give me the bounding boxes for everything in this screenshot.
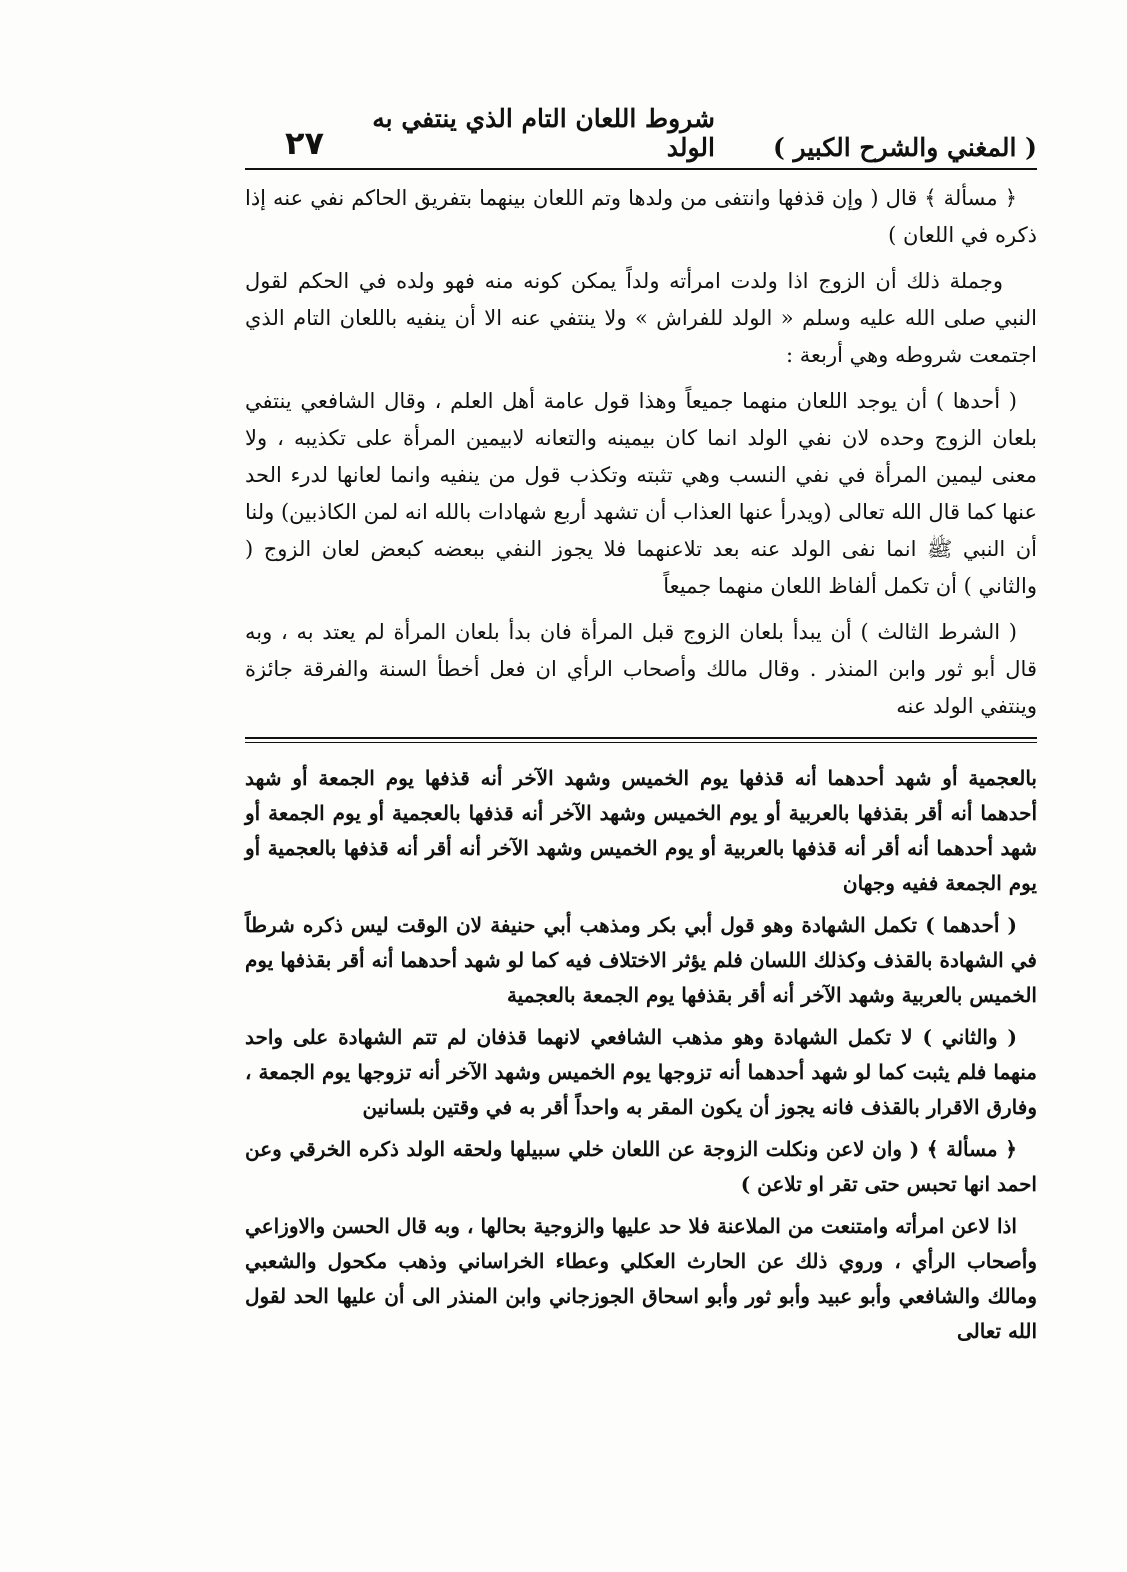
footnote-separator (245, 735, 1037, 747)
footnote-text (245, 761, 1037, 1349)
main-text (245, 180, 1037, 725)
footnote-paragraph: ﴿ مسألة ﴾ ( وان لاعن ونكلت الزوجة عن اللعان خلي سبيلها ولحقه الولد ذكره الخرقي وعن احمد انها تحبس حتى تقر او تلاعن ) (245, 1137, 1037, 1196)
text-paragraph: وجملة ذلك أن الزوج اذا ولدت امرأته ولداً يمكن كونه منه فهو ولده في الحكم لقول النبي صلى الله عليه وسلم « الولد للفراش » ولا ينتفي عنه الا أن ينفيه باللعان التام الذي اجتمعت شروطه وهي أربعة : (245, 269, 1037, 367)
page-header (245, 104, 1037, 170)
text-paragraph: ( أحدها ) أن يوجد اللعان منهما جميعاً وهذا قول عامة أهل العلم ، وقال الشافعي ينتفي بلعان الزوج وحده لان نفي الولد انما كان بيمينه والتعانه لابيمين المرأة على تكذيبه ، ولا معنى ليمين المرأة في نفي النسب وهي تثبته وتكذب قول من ينفيه وانما لعانها لدرء الحد عنها كما قال الله تعالى (ويدرأ عنها العذاب أن تشهد أربع شهادات بالله انه لمن الكاذبين) ولنا أن النبي ﷺ انما نفى الولد عنه بعد تلاعنهما فلا يجوز النفي ببعضه كبعض لعان الزوج ( والثاني ) أن تكمل ألفاظ اللعان منهما جميعاً (245, 389, 1037, 598)
issue-paragraph: ﴿ مسألة ﴾ قال ( وإن قذفها وانتفى من ولدها وتم اللعان بينهما بتفريق الحاكم نفي عنه إذا ذكره في اللعان ) (245, 186, 1037, 247)
footnote-paragraph: اذا لاعن امرأته وامتنعت من الملاعنة فلا حد عليها والزوجية بحالها ، وبه قال الحسن والاوزاعي وأصحاب الرأي ، وروي ذلك عن الحارث العكلي وعطاء الخراساني وذهب مكحول والشعبي ومالك والشافعي وأبو عبيد وأبو ثور وأبو اسحاق الجوزجاني وابن المنذر الى أن عليها الحد لقول الله تعالى (245, 1214, 1037, 1343)
book-title: ( المغني والشرح الكبير ) (772, 133, 1037, 162)
page-number: ٢٧ (285, 124, 325, 162)
footnote-paragraph: ( والثاني ) لا تكمل الشهادة وهو مذهب الشافعي لانهما قذفان لم تتم الشهادة على واحد منهما فلم يثبت كما لو شهد أحدهما أنه تزوجها يوم الخميس وشهد الآخر أنه تزوجها يوم الجمعة ، وفارق الاقرار بالقذف فانه يجوز أن يكون المقر به واحداً أقر به في وقتين بلسانين (245, 1025, 1037, 1119)
footnote-paragraph: بالعجمية أو شهد أحدهما أنه قذفها يوم الخميس وشهد الآخر أنه قذفها يوم الجمعة أو شهد أحدهما أنه أقر بقذفها بالعربية أو يوم الخميس وشهد الآخر أنه قذفها بالعجمية أو يوم الجمعة أو شهد أحدهما أنه أقر أنه قذفها بالعربية أو يوم الخميس وشهد الآخر أنه أقر أنه قذفها بالعجمية أو يوم الجمعة ففيه وجهان (245, 766, 1037, 895)
footnote-paragraph: ( أحدهما ) تكمل الشهادة وهو قول أبي بكر ومذهب أبي حنيفة لان الوقت ليس ذكره شرطاً في الشهادة بالقذف وكذلك اللسان فلم يؤثر الاختلاف فيه كما لو شهد أحدهما أنه أقر بقذفها يوم الخميس بالعربية وشهد الآخر أنه أقر بقذفها يوم الجمعة بالعجمية (245, 913, 1037, 1007)
text-paragraph: ( الشرط الثالث ) أن يبدأ بلعان الزوج قبل المرأة فان بدأ بلعان المرأة لم يعتد به ، وبه قال أبو ثور وابن المنذر . وقال مالك وأصحاب الرأي ان فعل أخطأ السنة والفرقة جائزة وينتفي الولد عنه (245, 620, 1037, 718)
section-title: شروط اللعان التام الذي ينتفي به الولد (372, 104, 715, 162)
